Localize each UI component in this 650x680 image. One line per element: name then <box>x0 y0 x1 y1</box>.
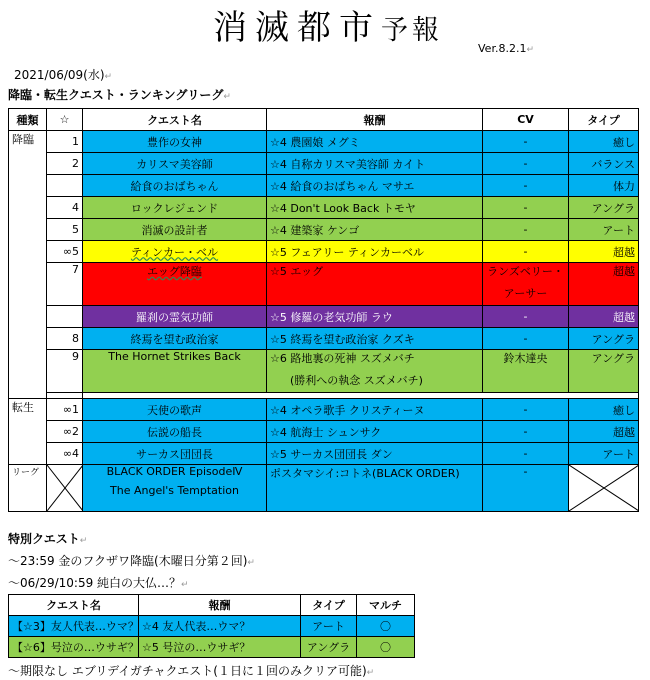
star-cell: ∞2 <box>47 421 83 443</box>
star-cell: 7 <box>47 263 83 306</box>
cv-cell: - <box>483 131 569 153</box>
type-cell: アート <box>569 443 639 465</box>
reward-cell: ☆4 農園娘 メグミ <box>267 131 483 153</box>
empty-cross-cell <box>569 465 639 512</box>
type-cell: アングラ <box>301 637 357 658</box>
star-cell <box>47 175 83 197</box>
quest-cell: カリスマ美容師 <box>83 153 267 175</box>
cv-cell: - <box>483 465 569 512</box>
type-cell: 癒し <box>569 131 639 153</box>
type-cell: アングラ <box>569 350 639 393</box>
star-cell: 8 <box>47 328 83 350</box>
table-row <box>9 241 639 263</box>
header-type: タイプ <box>301 595 357 616</box>
group-label-kourin: 降臨 <box>9 131 47 399</box>
cv-cell: 鈴木達央 <box>483 350 569 393</box>
cv-cell: - <box>483 306 569 328</box>
quest-table <box>8 108 639 512</box>
type-cell: 超越 <box>569 263 639 306</box>
type-cell: アート <box>569 219 639 241</box>
star-cell: 4 <box>47 197 83 219</box>
star-cell: ∞4 <box>47 443 83 465</box>
cv-cell: - <box>483 197 569 219</box>
quest-cell: ティンカー・ベル <box>83 241 267 263</box>
reward-cell: ☆4 給食のおばちゃん マサエ <box>267 175 483 197</box>
cross-mark-icon <box>569 465 639 511</box>
table-row <box>9 443 639 465</box>
special-line-2: ～06/29/10:59 純白の大仏…？↵ <box>8 576 189 590</box>
header-type: タイプ <box>569 109 639 131</box>
quest-cell: 伝説の船長 <box>83 421 267 443</box>
reward-cell: ポスタマシイ:コトネ(BLACK ORDER) <box>267 465 483 512</box>
reward-cell: ☆4 航海士 シュンサク <box>267 421 483 443</box>
multi-cell: 〇 <box>357 616 415 637</box>
quest-cell: エッグ降臨 <box>83 263 267 306</box>
quest-cell: 天使の歌声 <box>83 399 267 421</box>
quest-cell: サーカス団団長 <box>83 443 267 465</box>
reward-cell: ☆5 号泣の…ウサギ？ <box>139 637 301 658</box>
table-row <box>9 131 639 153</box>
cv-cell: - <box>483 328 569 350</box>
section-title: 降臨・転生クエスト・ランキングリーグ↵ <box>8 88 231 102</box>
reward-cell: ☆5 フェアリー ティンカーベル <box>267 241 483 263</box>
reward-cell: ☆5 エッグ <box>267 263 483 306</box>
table-row <box>9 153 639 175</box>
type-cell: アート <box>301 616 357 637</box>
table-row <box>9 350 639 393</box>
table-row <box>9 175 639 197</box>
table-row <box>9 465 639 512</box>
reward-cell: ☆4 Don't Look Back トモヤ <box>267 197 483 219</box>
table-row <box>9 219 639 241</box>
table-row <box>9 616 415 637</box>
table-row <box>9 197 639 219</box>
table-row <box>9 263 639 306</box>
reward-cell: ☆4 友人代表…ウマ？ <box>139 616 301 637</box>
cv-cell: - <box>483 153 569 175</box>
quest-cell: 終焉を望む政治家 <box>83 328 267 350</box>
header-reward: 報酬 <box>267 109 483 131</box>
special-line-3: ～期限なし エブリデイガチャクエスト(１日に１回のみクリア可能)↵ <box>8 664 375 678</box>
type-cell: 癒し <box>569 399 639 421</box>
type-cell: アングラ <box>569 197 639 219</box>
header-kind: 種類 <box>9 109 47 131</box>
quest-cell: ロックレジェンド <box>83 197 267 219</box>
reward-cell: ☆4 オペラ歌手 クリスティーヌ <box>267 399 483 421</box>
reward-cell: ☆5 サーカス団団長 ダン <box>267 443 483 465</box>
star-cell: 5 <box>47 219 83 241</box>
star-cell: ∞1 <box>47 399 83 421</box>
empty-cross-cell <box>47 465 83 512</box>
header-quest: クエスト名 <box>9 595 139 616</box>
special-line-1: ～23:59 金のフクザワ降臨(木曜日分第２回)↵ <box>8 554 255 568</box>
page-title: 消滅都市予報 <box>213 8 443 48</box>
header-cv: CV <box>483 109 569 131</box>
quest-cell: 【☆3】友人代表…ウマ？ <box>9 616 139 637</box>
type-cell: 体力 <box>569 175 639 197</box>
table-row <box>9 637 415 658</box>
date-label: 2021/06/09(水)↵ <box>14 68 113 82</box>
header-multi: マルチ <box>357 595 415 616</box>
version-label: Ver.8.2.1↵ <box>478 42 534 55</box>
cross-mark-icon <box>47 465 83 511</box>
reward-cell: ☆4 建築家 ケンゴ <box>267 219 483 241</box>
reward-cell: ☆6 路地裏の死神 スズメバチ (勝利への執念 スズメバチ) <box>267 350 483 393</box>
special-quest-table <box>8 594 415 658</box>
quest-cell: 羅刹の霊気功師 <box>83 306 267 328</box>
cv-cell: - <box>483 443 569 465</box>
multi-cell: 〇 <box>357 637 415 658</box>
table-header-row <box>9 595 415 616</box>
quest-cell: The Hornet Strikes Back <box>83 350 267 393</box>
type-cell: 超越 <box>569 306 639 328</box>
quest-cell: BLACK ORDER EpisodeⅣ The Angel's Temptation <box>83 465 267 512</box>
star-cell: 9 <box>47 350 83 393</box>
table-row <box>9 328 639 350</box>
table-row <box>9 421 639 443</box>
table-row <box>9 306 639 328</box>
cv-cell: ランズベリー・ アーサー <box>483 263 569 306</box>
table-header-row <box>9 109 639 131</box>
star-cell <box>47 306 83 328</box>
quest-cell: 給食のおばちゃん <box>83 175 267 197</box>
quest-cell: 【☆6】号泣の…ウサギ？ <box>9 637 139 658</box>
group-label-league: リーグ <box>9 465 47 512</box>
reward-cell: ☆5 修羅の老気功師 ラウ <box>267 306 483 328</box>
special-quest-title: 特別クエスト↵ <box>8 532 88 546</box>
cv-cell: - <box>483 421 569 443</box>
table-row <box>9 399 639 421</box>
header-quest: クエスト名 <box>83 109 267 131</box>
star-cell: ∞5 <box>47 241 83 263</box>
quest-cell: 消滅の設計者 <box>83 219 267 241</box>
type-cell: アングラ <box>569 328 639 350</box>
cv-cell: - <box>483 175 569 197</box>
cv-cell: - <box>483 399 569 421</box>
header-reward: 報酬 <box>139 595 301 616</box>
star-cell: 2 <box>47 153 83 175</box>
header-star: ☆ <box>47 109 83 131</box>
quest-cell: 豊作の女神 <box>83 131 267 153</box>
reward-cell: ☆4 自称カリスマ美容師 カイト <box>267 153 483 175</box>
star-cell: 1 <box>47 131 83 153</box>
cv-cell: - <box>483 241 569 263</box>
type-cell: 超越 <box>569 241 639 263</box>
type-cell: 超越 <box>569 421 639 443</box>
cv-cell: - <box>483 219 569 241</box>
type-cell: バランス <box>569 153 639 175</box>
group-label-tensei: 転生 <box>9 399 47 465</box>
reward-cell: ☆5 終焉を望む政治家 クズキ <box>267 328 483 350</box>
